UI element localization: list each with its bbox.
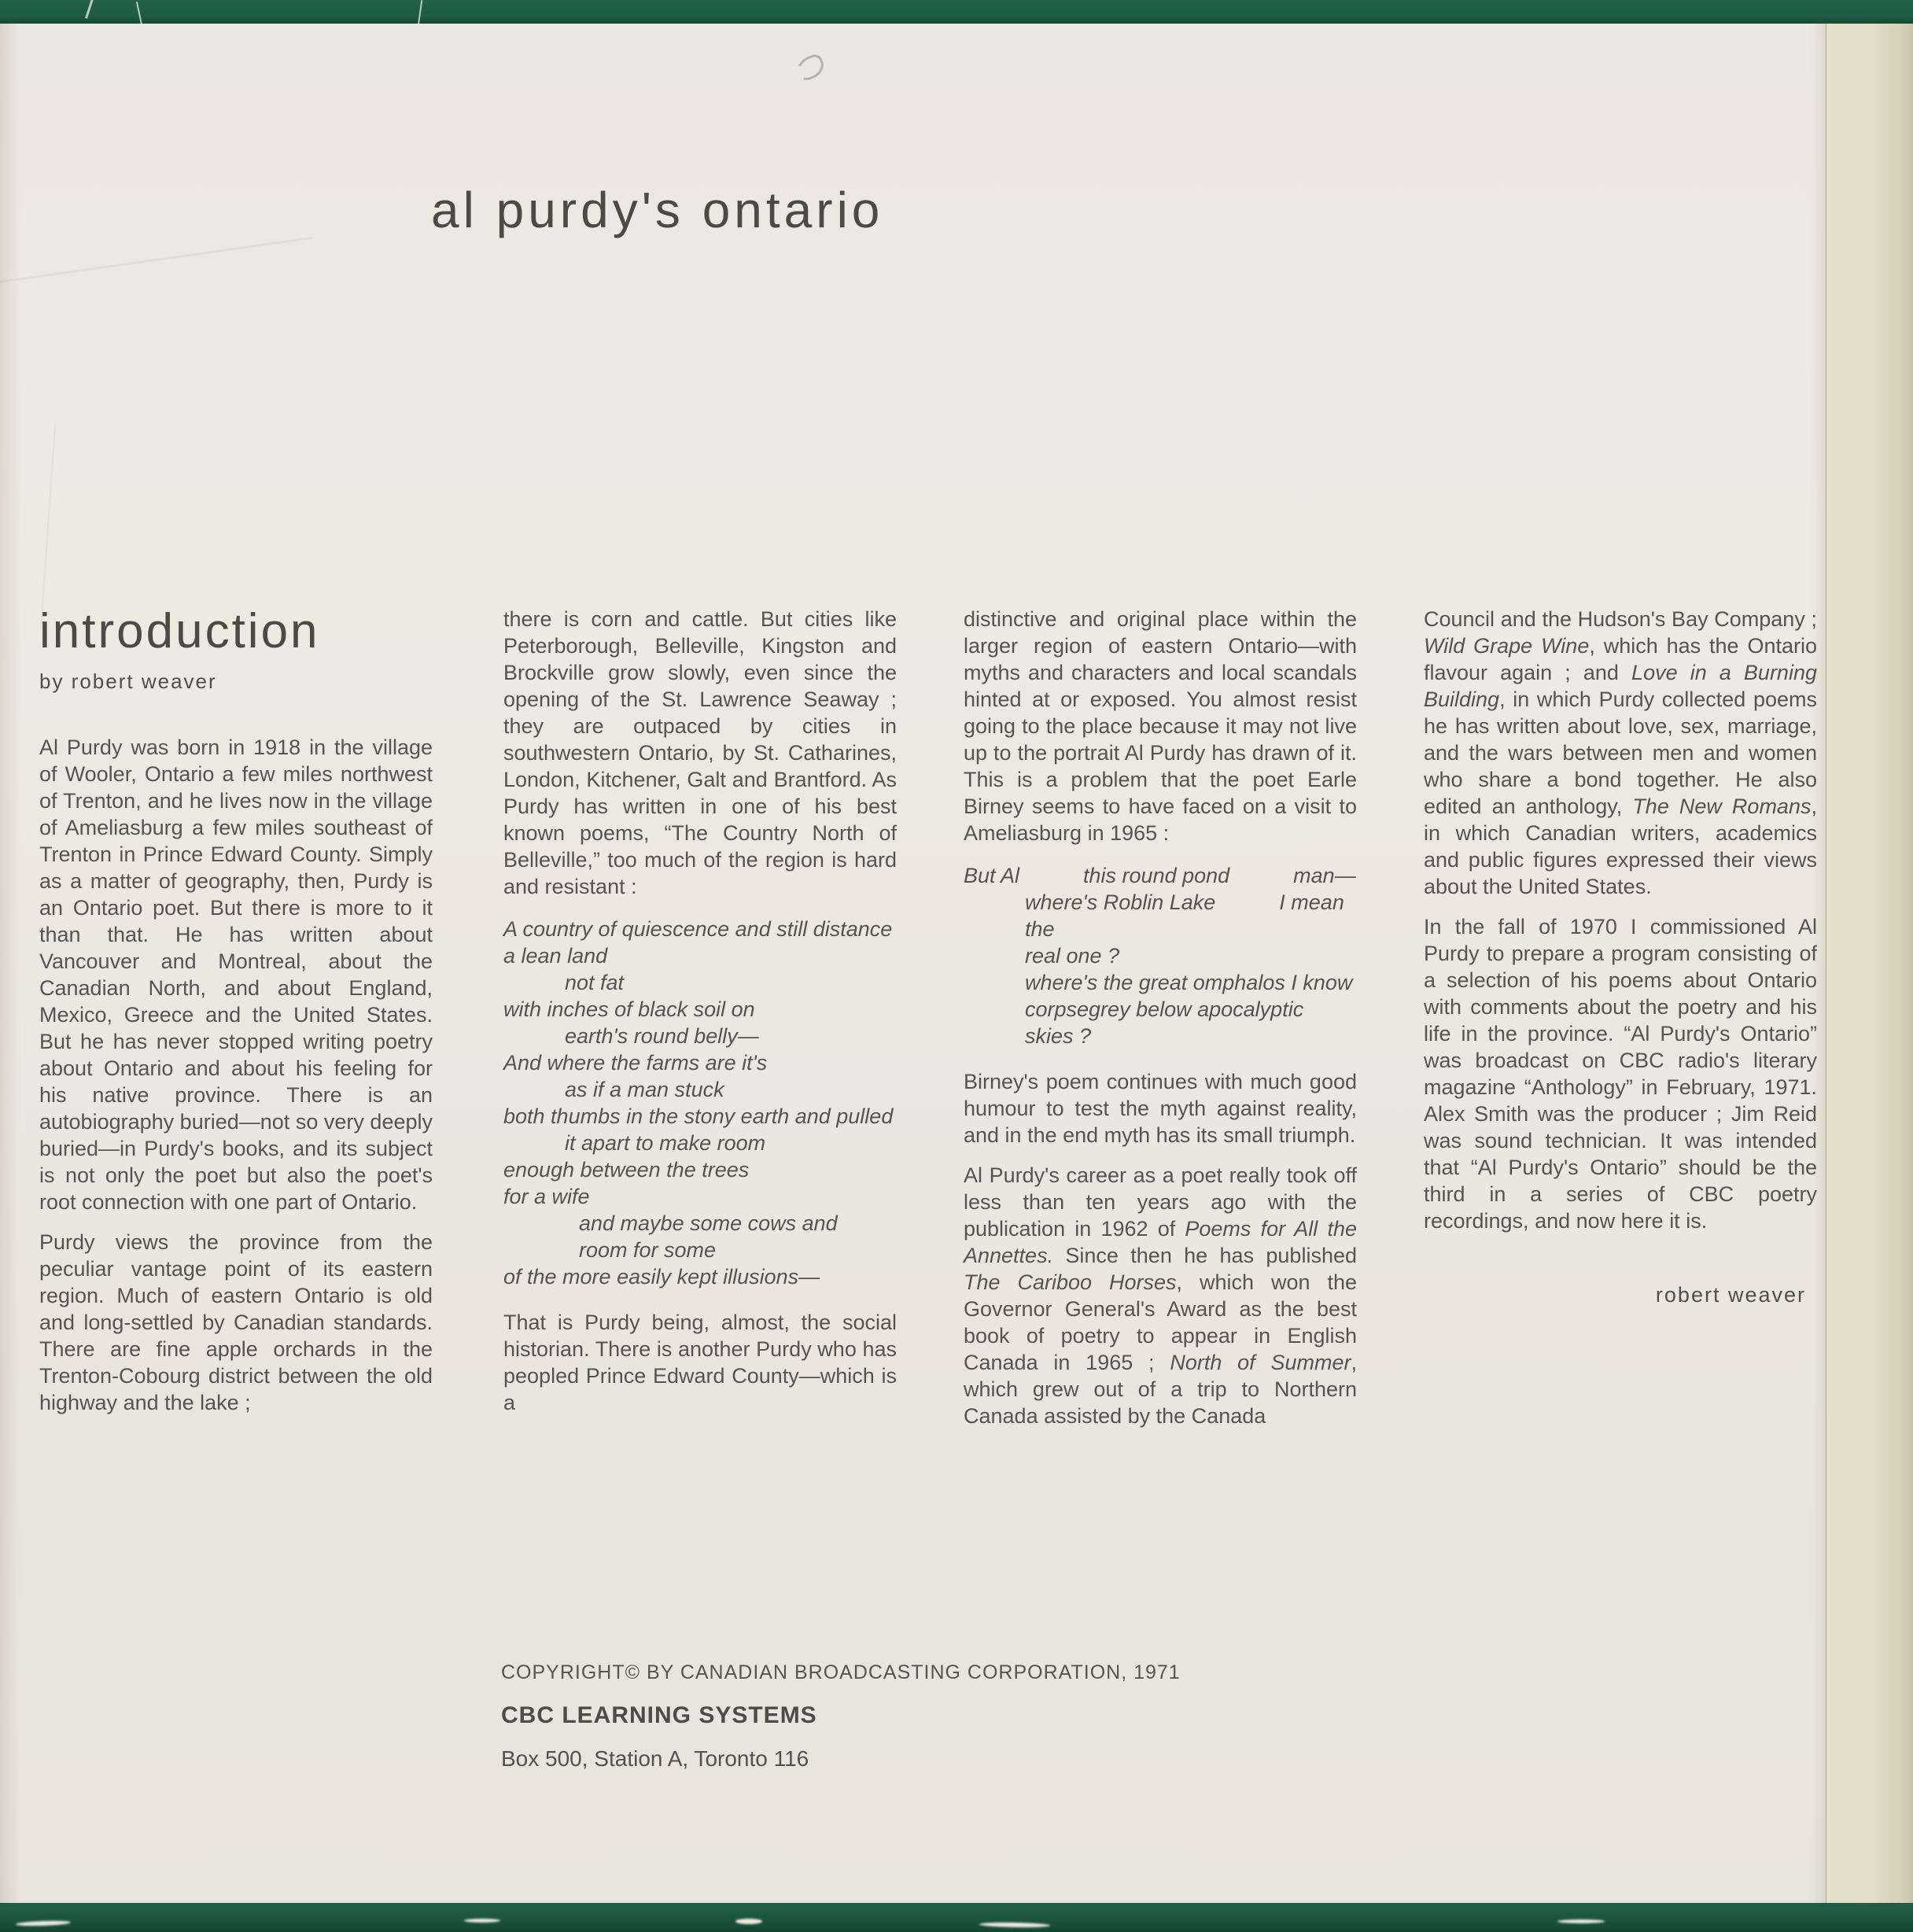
text-segment: , which grew out of a trip to Northern Canada assisted by the Canada [964,1351,1358,1428]
poem-line: of the more easily kept illusions— [503,1265,820,1289]
paragraph-biography: Al Purdy was born in 1918 in the village of Wooler, Ontario a few miles northwest of Trenton, and he lives now in the village of Ameliasburg a few miles southeast of Trenton in Prince Edward County. Simply as a matter of geography, then, Purdy is an Ontario poet. But there is more to it than that. He has written about Vancouver and Montreal, about the Canadian North, and about England, Mexico, Greece and the United States. But he has never stopped writing poetry about Ontario and about his feeling for his native province. There is an autobiography buried—not so very deeply buried—in Purdy's books, and its subject is not only the poet but also the poet's root connection with one part of Ontario. [39,736,433,1215]
book-title-italic: Love in a Burning Building [1424,661,1817,711]
scuff-mark [464,1919,500,1923]
scuff-mark [1557,1919,1605,1923]
paper-crease [0,237,313,285]
introduction-heading: introduction [39,604,320,658]
text-column-4 [1424,606,1817,1308]
top-green-band [0,0,1913,24]
paragraph-commission: In the fall of 1970 I commissioned Al Purdy to prepare a program consisting of a selection of his poems about Ontario with comments about the poetry and his life in the province. “Al Purdy's Ontario” was broadcast on CBC radio's literary magazine “Anthology” in February, 1971. Alex Smith was the producer ; Jim Reid was sound technician. It was intended that “Al Purdy's Ontario” should be the third in a series of CBC poetry recordings, and now here it is. [1424,915,1817,1233]
poem-line: A country of quiescence and still distance [503,917,893,941]
crack-mark [418,0,423,26]
publisher-name: CBC LEARNING SYSTEMS [501,1702,817,1728]
paragraph-purdy-career [964,1162,1357,1429]
text-column-1 [39,606,433,1429]
book-title-italic: The Cariboo Horses [964,1270,1177,1294]
text-segment: , in which Purdy collected poems he has written about love, sex, marriage, and the wars between men and women who share a bond together. He also edited an anthology, [1424,688,1817,818]
poem-birney-roblin-lake [964,862,1357,1049]
dirt-smudge [793,52,827,83]
poem-line: not fat [565,971,625,994]
scuff-mark [735,1919,762,1924]
poem-line: as if a man stuck [565,1078,724,1101]
paper-fold-strip [1826,0,1913,1932]
book-title-italic: North of Summer [1170,1351,1351,1374]
book-title-italic: Wild Grape Wine [1424,634,1590,658]
paragraph-social-historian: That is Purdy being, almost, the social historian. There is another Purdy who has peopled Prince Edward County—which is a [503,1311,897,1414]
poem-line: both thumbs in the stony earth and pulled [503,1104,894,1128]
poem-line: real one ? [1025,944,1120,968]
poem-line: enough between the trees [503,1158,750,1182]
poem-line: where's the great omphalos I know [1025,971,1353,994]
crack-mark [136,2,142,25]
text-segment: , which has the Ontario flavour again ; and [1424,634,1817,684]
album-title: al purdy's ontario [431,182,884,238]
text-segment: , which won the Governor General's Award as the best book of poetry to appear in English Canada in 1965 ; [964,1270,1357,1374]
paragraph-distinctive-place: distinctive and original place within the larger region of eastern Ontario—with myths and characters and local scandals hinted at or exposed. You almost resist going to the place because it may not live up to the portrait Al Purdy has drawn of it. This is a problem that the poet Earle Birney seems to have faced on a visit to Ameliasburg in 1965 : [964,607,1357,845]
text-segment: Council and the Hudson's Bay Company ; [1424,607,1817,631]
text-segment: Al Purdy's career as a poet really took off less than ten years ago with the publication in 1962 of [964,1163,1357,1241]
poem-line: where's Roblin Lake I mean the [1025,890,1351,941]
poem-line: room for some [579,1238,717,1262]
book-title-italic: The New Romans [1632,795,1812,818]
poem-line: corpsegrey below apocalyptic skies ? [1025,997,1310,1048]
poem-line: earth's round belly— [565,1024,759,1048]
poem-line: and maybe some cows and [579,1211,838,1235]
text-segment: , in which Canadian writers, academics and public figures expressed their views about the United States. [1424,795,1817,898]
poem-line: And where the farms are it's [503,1051,768,1075]
poem-line: with inches of black soil on [503,997,755,1021]
paragraph-books-list [1424,606,1817,900]
bottom-green-band [0,1903,1913,1932]
poem-line: a lean land [503,944,608,968]
paper-crease [40,425,56,629]
paragraph-eastern-region: Purdy views the province from the peculiar vantage point of its eastern region. Much of eastern Ontario is old and long-settled by Canadian standards. There are fine apple orchards in the Trenton-Cobourg district between the old highway and the lake ; [39,1230,433,1415]
paper-left-edge-shading [0,0,20,1932]
poem-line: it apart to make room [565,1131,766,1155]
crack-mark [85,0,94,19]
publisher-address: Box 500, Station A, Toronto 116 [501,1746,809,1771]
poem-line: for a wife [503,1185,590,1208]
poem-country-north-of-belleville [503,916,897,1290]
text-segment: Since then he has published [1053,1244,1357,1267]
text-column-2 [503,606,897,1429]
paragraph-corn-and-cattle: there is corn and cattle. But cities like Peterborough, Belleville, Kingston and Brockville grow slowly, even since the opening of the St. Lawrence Seaway ; they are outpaced by cities in southwestern Ontario, by St. Catharines, London, Kitchener, Galt and Brantford. As Purdy has written in one of his best known poems, “The Country North of Belleville,” too much of the region is hard and resistant : [503,607,897,898]
author-signature: robert weaver [1655,1283,1806,1307]
text-column-3 [964,606,1357,1443]
introduction-byline: by robert weaver [39,669,217,694]
paragraph-birney-poem: Birney's poem continues with much good humour to test the myth against reality, and in the end myth has its small triumph. [964,1070,1357,1147]
poem-line: But Al this round pond man— [964,864,1356,887]
copyright-line: COPYRIGHT© BY CANADIAN BROADCASTING CORPORATION, 1971 [501,1661,1181,1683]
book-title-italic: Poems for All the Annettes. [964,1217,1357,1267]
